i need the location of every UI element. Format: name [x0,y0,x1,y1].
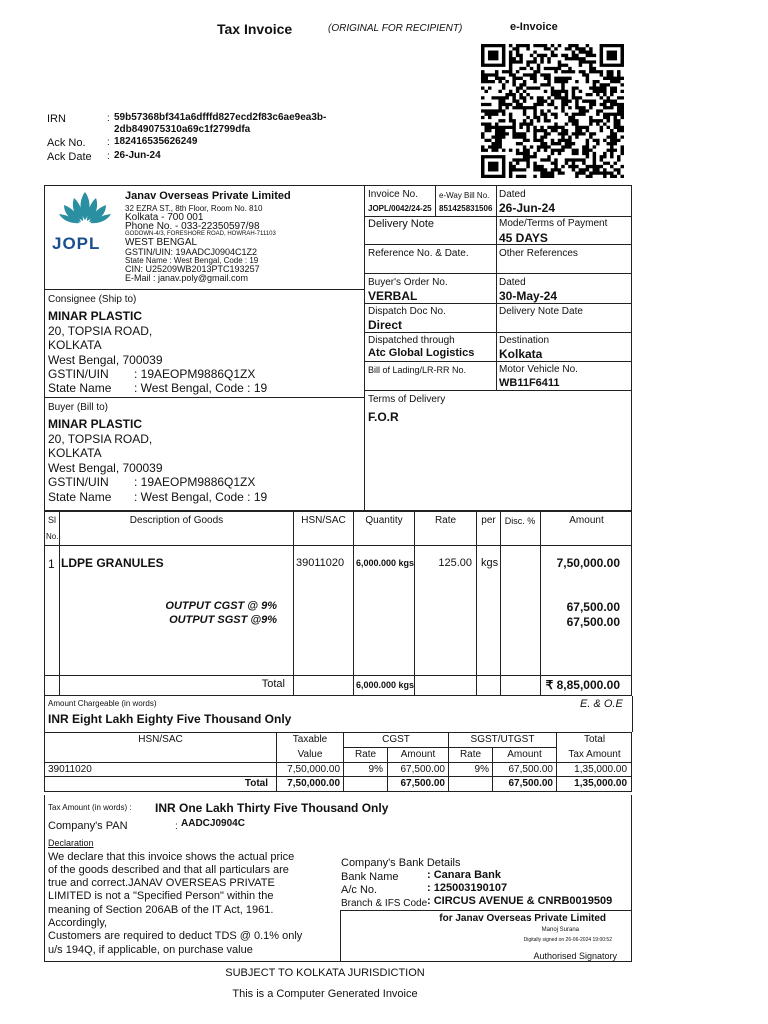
row-hsn: 39011020 [296,557,345,569]
col-desc-header: Description of Goods [129,515,224,526]
seller-state-name: State Name : West Bengal, Code : 19 [125,256,259,265]
tax-total-sgst: 67,500.00 [508,778,553,789]
dated-value: 26-Jun-24 [499,201,556,215]
col-hsn-header: HSN/SAC [301,515,346,526]
for-company-label: for Janav Overseas Private Limited [439,913,606,924]
seller-address-line1: 32 EZRA ST., 8th Floor, Room No. 810 [125,204,263,213]
seller-phone: Phone No. - 033-22350597/98 [125,221,260,232]
consignee-state-value: : West Bengal, Code : 19 [134,381,268,395]
irn-value-line1: 59b57368bf341a6dfffd827ecd2f83c6ae9ea3b- [114,112,327,123]
lotus-logo-icon [56,190,114,234]
account-no-value: : 125003190107 [427,882,508,894]
mode-value: 45 DAYS [499,231,548,245]
row-per: kgs [481,557,499,569]
buyer-gstin-label: GSTIN/UIN [48,475,109,489]
invoice-title: Tax Invoice [217,21,293,37]
tax-words-label: Tax Amount (in words) : [48,803,132,812]
order-dated-value: 30-May-24 [499,289,558,303]
terms-value: F.O.R [368,410,399,424]
total-qty: 6,000.000 kgs [356,680,415,690]
seller-godown: GODOWN-4/3, FORESHORE ROAD, HOWRAH-711103 [125,231,276,237]
ack-date-sep: : [107,151,110,162]
reference-label: Reference No. & Date. [368,248,469,259]
declaration-line8: u/s 194Q, if applicable, on purchase value [48,944,253,956]
sgst-amount-header: Amount [507,749,542,760]
signer-name: Manoj Surana [541,927,579,933]
seller-gstin: GSTIN/UIN: 19AADCJ0904C1Z2 [125,247,258,257]
col-amount-header: Amount [569,515,604,526]
col-per-header: per [481,515,496,526]
ifs-value: : CIRCUS AVENUE & CNRB0019509 [427,895,613,907]
tax-col-sgst: SGST/UTGST [470,734,535,745]
account-no-label: A/c No. [341,884,378,896]
tax-row-sgst-amount: 67,500.00 [508,764,553,775]
dispatched-through-value: Atc Global Logistics [368,347,475,359]
order-dated-label: Dated [499,277,526,288]
tax-col-taxable-value: Value [297,749,323,760]
row-amount: 7,50,000.00 [556,556,620,570]
copy-label: (ORIGINAL FOR RECIPIENT) [328,23,463,34]
cgst-amount-header: Amount [400,749,436,760]
jurisdiction-note: SUBJECT TO KOLKATA JURISDICTION [225,967,425,979]
row-description: LDPE GRANULES [61,556,164,570]
row-rate: 125.00 [438,557,472,569]
buyer-label: Buyer (Bill to) [48,402,109,413]
consignee-gstin-label: GSTIN/UIN [48,367,109,381]
seller-name: Janav Overseas Private Limited [125,190,291,202]
irn-sep: : [107,113,110,124]
seller-email: E-Mail : janav.poly@gmail.com [125,273,249,283]
delivery-note-label: Delivery Note [368,218,435,230]
bank-name-value: : Canara Bank [427,869,501,881]
tax-total-taxable: 7,50,000.00 [287,778,340,789]
other-references-label: Other References [499,248,578,259]
buyer-name: MINAR PLASTIC [48,417,142,431]
tax-col-taxable: Taxable [292,734,328,745]
buyer-order-label: Buyer's Order No. [368,277,448,288]
cgst-rate-header: Rate [354,749,377,760]
cgst-label: OUTPUT CGST @ 9% [165,600,277,612]
pan-value: AADCJ0904C [181,818,245,829]
consignee-state-label: State Name [48,381,112,395]
ack-no-sep: : [107,137,110,148]
buyer-order-value: VERBAL [368,289,418,303]
buyer-addr2: KOLKATA [48,446,102,460]
tax-col-total-amount: Tax Amount [568,749,621,760]
tax-row-cgst-rate: 9% [368,764,383,775]
declaration-line6: Accordingly, [48,917,108,929]
declaration-line4: LIMITED is not a "Specified Person" within the [48,890,274,902]
tax-row-hsn: 39011020 [48,764,92,775]
pan-label: Company's PAN [48,820,128,832]
total-label: Total [261,678,285,690]
irn-label: IRN [47,113,66,125]
ack-no-value: 182416535626249 [114,136,198,147]
tax-row-taxable: 7,50,000.00 [287,764,340,775]
amount-words-label: Amount Chargeable (in words) [48,699,157,708]
tax-words-value: INR One Lakh Thirty Five Thousand Only [155,801,389,815]
computer-generated-note: This is a Computer Generated Invoice [232,988,418,1000]
tax-total-tax: 1,35,000.00 [574,778,627,789]
eway-label: e-Way Bill No. [439,191,490,200]
tax-col-cgst: CGST [382,734,410,745]
tax-col-total: Total [583,734,606,745]
buyer-addr3: West Bengal, 700039 [48,461,163,475]
vehicle-value: WB11F6411 [499,377,560,389]
ifs-label: Branch & IFS Code [341,898,428,909]
eoe-label: E. & O.E [580,698,623,710]
seller-address-line2: Kolkata - 700 001 [125,212,204,223]
buyer-state-value: : West Bengal, Code : 19 [134,490,268,504]
col-sl-no-header: No. [46,532,59,541]
irn-value-line2: 2db849075310a69c1f2799dfa [114,124,251,135]
qr-code-icon [481,44,624,178]
tax-row-total-tax: 1,35,000.00 [574,764,627,775]
eway-value: 851425831506 [439,204,493,213]
col-qty-header: Quantity [365,515,403,526]
consignee-label: Consignee (Ship to) [48,294,137,305]
vehicle-label: Motor Vehicle No. [499,364,578,375]
sgst-label: OUTPUT SGST @9% [169,614,277,626]
col-disc-header: Disc. % [504,516,536,526]
dispatch-doc-value: Direct [368,318,403,332]
cgst-amount: 67,500.00 [566,600,620,614]
row-qty: 6,000.000 kgs [356,558,415,568]
buyer-gstin-value: : 19AEOPM9886Q1ZX [134,475,256,489]
bank-name-label: Bank Name [341,871,399,883]
declaration-line2: of the goods described and that all particulars are [48,864,289,876]
consignee-addr2: KOLKATA [48,338,102,352]
mode-label: Mode/Terms of Payment [499,218,608,229]
seller-cin: CIN: U25209WB2013PTC193257 [125,264,260,274]
tax-total-label: Total [244,778,268,789]
tax-col-hsn: HSN/SAC [138,734,183,745]
declaration-line7: Customers are required to deduct TDS @ 0.1% only [48,930,303,942]
digital-signature: Digitally signed on 26-06-2024 19:00:52 [523,937,612,943]
tax-row-cgst-amount: 67,500.00 [400,764,445,775]
authorised-signatory: Authorised Signatory [533,951,617,961]
tax-row-sgst-rate: 9% [474,764,489,775]
destination-value: Kolkata [499,347,543,361]
buyer-state-label: State Name [48,490,112,504]
consignee-addr1: 20, TOPSIA ROAD, [48,324,153,338]
ack-no-label: Ack No. [47,137,86,149]
col-rate-header: Rate [434,515,457,526]
lading-label: Bill of Lading/LR-RR No. [368,365,467,375]
declaration-line3: true and correct.JANAV OVERSEAS PRIVATE [48,877,275,889]
total-amount: ₹ 8,85,000.00 [545,678,620,692]
consignee-name: MINAR PLASTIC [48,309,142,323]
terms-label: Terms of Delivery [368,394,446,405]
declaration-line5: meaning of Section 206AB of the IT Act, 1961. [48,904,274,916]
col-sl-header: Sl [48,515,57,525]
dated-label: Dated [499,189,526,200]
tax-total-cgst: 67,500.00 [400,778,445,789]
seller-state: WEST BENGAL [125,237,198,248]
row-sl: 1 [48,557,55,571]
logo-text: JOPL [52,234,101,253]
ack-date-value: 26-Jun-24 [114,150,161,161]
destination-label: Destination [499,335,550,346]
dispatched-through-label: Dispatched through [368,335,455,346]
pan-sep: : [175,821,178,832]
invoice-no-value: JOPL/0042/24-25 [368,204,432,213]
bank-heading: Company's Bank Details [341,857,461,869]
invoice-no-label: Invoice No. [368,189,419,200]
consignee-gstin-value: : 19AEOPM9886Q1ZX [134,367,256,381]
delivery-note-date-label: Delivery Note Date [499,306,583,317]
consignee-addr3: West Bengal, 700039 [48,353,163,367]
sgst-rate-header: Rate [459,749,482,760]
declaration-label: Declaration [48,838,94,848]
dispatch-doc-label: Dispatch Doc No. [368,306,446,317]
ack-date-label: Ack Date [47,151,92,163]
amount-words-value: INR Eight Lakh Eighty Five Thousand Only [48,712,292,726]
sgst-amount: 67,500.00 [566,615,620,629]
buyer-addr1: 20, TOPSIA ROAD, [48,432,153,446]
einvoice-label: e-Invoice [510,21,558,33]
declaration-line1: We declare that this invoice shows the actual price [48,851,295,863]
